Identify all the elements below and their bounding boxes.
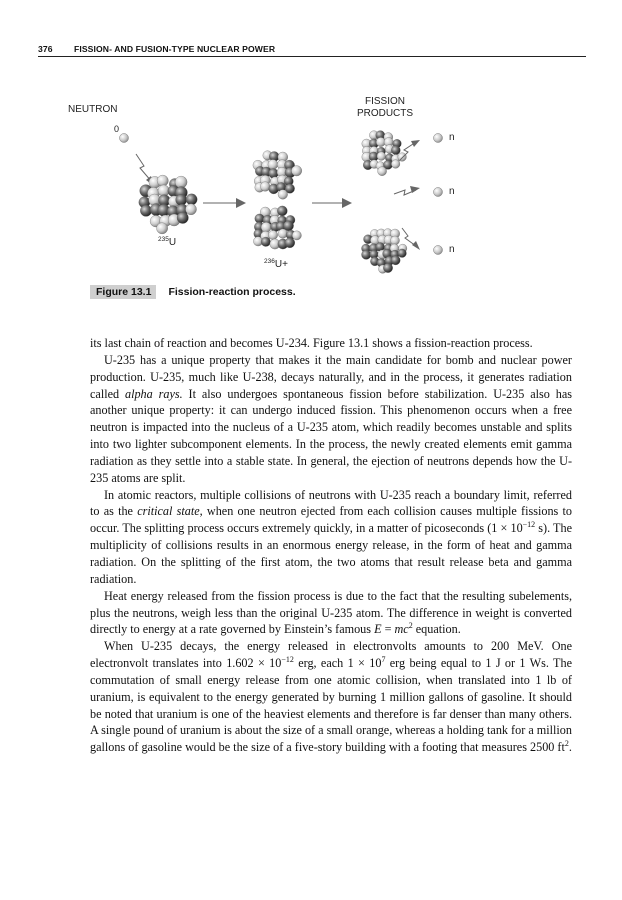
nucleon-particle	[269, 230, 278, 239]
nucleon-particle	[391, 146, 400, 155]
paragraph-1-text: its last chain of reaction and becomes U-234. Figure 13.1 shows a fission-reaction process.	[90, 336, 533, 350]
u235-nucleus	[139, 175, 197, 234]
p5-exponent-3: 2	[564, 739, 569, 749]
label-fission-products	[350, 96, 420, 120]
p4-eq-e: E	[374, 622, 382, 637]
nucleon-particle	[140, 205, 151, 216]
fission-product-lower	[362, 229, 407, 274]
p3-text-c: s). The multiplicity of collisions results in an enormous energy release, in the form of heat and gamma radiation. On the splitting of the first atom, the two atoms that result release beta and gamma radiation.	[90, 521, 573, 586]
nucleon-particle	[260, 182, 270, 192]
nucleon-particle	[277, 206, 287, 216]
u236-nucleus-upper	[253, 151, 302, 199]
p4-text-a: Heat energy released from the fission process is due to the fact that the resulting subelements, plus the neutrons, weigh less than the original U-235 atom. The difference in weight is converted directly to energy at a rate governed by Einstein’s famous	[90, 588, 572, 637]
page-number: 376	[38, 44, 53, 54]
p4-eq-sign: =	[381, 622, 395, 637]
nucleon-particle	[261, 237, 270, 246]
nucleon-particle	[383, 263, 392, 272]
label-u235-mass: 235	[158, 236, 169, 243]
caption-tag: Figure 13.1	[90, 285, 156, 299]
arrow-to-products	[312, 198, 352, 208]
label-u236	[264, 258, 288, 270]
paragraph-2	[90, 352, 572, 487]
fission-figure	[60, 86, 540, 286]
label-fission-line1: FISSION	[364, 96, 405, 107]
label-n-1: n	[449, 132, 455, 143]
figure-caption	[90, 282, 296, 298]
label-neutron-symbol: 0	[114, 124, 120, 134]
p5-exponent-1: −12	[281, 655, 294, 665]
nucleon-particle	[261, 222, 271, 232]
nucleon-particle	[177, 212, 188, 223]
p5-text-c: erg being equal to 1 J or 1 Ws. The commutation of small energy release from one atomic collision, when translated into 1 lb of uranium, is equivalent to the energy generated by burning 1 million gallons of gasoline. It should be noted that uranium is one of the heaviest elements and therefore is far denser than many others. A single pound of uranium is about the size of a small orange, whereas a holding tank for a million gallons of gasoline would be the size of a five-story building with a footing that measures 2500 ft	[90, 656, 572, 755]
label-u235-symbol: U	[168, 237, 177, 248]
neutron-particle	[120, 134, 129, 143]
p5-text-b: erg, each 1 × 10	[293, 656, 382, 671]
nucleon-particle	[278, 190, 288, 200]
p3-text-b: when one neutron ejected from each collision causes multiple fissions to occur. The splitting process occurs extremely quickly, in a matter of picoseconds (1 × 10	[90, 504, 573, 536]
nucleon-particle	[398, 153, 407, 162]
nucleon-particle	[378, 167, 387, 176]
paragraph-3	[90, 487, 572, 588]
arrow-to-u236	[203, 198, 246, 208]
label-n-3: n	[449, 244, 455, 255]
body-text	[90, 335, 572, 756]
nucleon-particle	[285, 238, 295, 248]
p5-text-d: .	[568, 740, 572, 755]
nucleon-particle	[175, 176, 187, 188]
header-rule	[38, 56, 586, 57]
paragraph-4	[90, 588, 572, 639]
p4-eq-exponent: 2	[408, 621, 413, 631]
paragraph-1	[90, 335, 572, 352]
nucleon-particle	[391, 236, 400, 245]
nucleon-particle	[391, 160, 400, 169]
emitted-neutrons	[434, 134, 443, 255]
nucleon-particle	[377, 152, 386, 161]
u236-nucleus-lower	[253, 206, 301, 249]
label-fission-line2: PRODUCTS	[356, 108, 414, 119]
label-n-2: n	[449, 186, 455, 197]
fission-product-upper	[362, 131, 407, 176]
p4-text-b: equation.	[412, 622, 461, 637]
nucleon-particle	[157, 223, 168, 234]
p5-text-a: When U-235 decays, the energy released in electronvolts amounts to 200 MeV. One electronvolt translates into 1.602 × 10	[90, 639, 572, 671]
label-u236-mass: 236	[264, 258, 275, 265]
nucleon-particle	[176, 194, 187, 205]
nucleon-particle	[362, 250, 371, 259]
p2-term-alpha-rays: alpha rays.	[124, 386, 183, 401]
p3-term-critical-state: critical state,	[137, 504, 203, 519]
nucleon-particle	[186, 204, 197, 215]
p2-text-b: It also undergoes spontaneous fission before stabilization. U-235 also has another unique property: it can undergo induced fission. This phenomenon occurs when a free neutron is impacted into the nucleus of a U-235 atom, which readily becomes unstable and splits into two lighter subcomponent elements. In the process, the newly created elements emit gamma radiation as they settle into a stable state. In general, the ejection of neutrons depends how the U-235 atoms are split.	[90, 386, 572, 485]
running-title: FISSION- AND FUSION-TYPE NUCLEAR POWER	[74, 44, 276, 54]
nucleon-particle	[269, 169, 279, 179]
label-u235	[158, 236, 176, 248]
nucleon-particle	[391, 256, 400, 265]
p5-exponent-2: 7	[381, 655, 386, 665]
nucleon-particle	[157, 175, 168, 186]
nucleon-particle	[292, 231, 301, 240]
p4-eq-mc: mc	[394, 622, 409, 637]
nucleon-particle	[186, 194, 197, 205]
label-u236-symbol: U+	[274, 259, 288, 270]
fission-diagram	[60, 86, 540, 286]
p3-exponent: −12	[522, 520, 536, 530]
p3-text-a: In atomic reactors, multiple collisions of neutrons with U-235 reach a boundary limit, referred to as the	[90, 487, 572, 519]
caption-title: Fission-reaction process.	[168, 286, 296, 298]
label-neutron: NEUTRON	[68, 104, 118, 115]
nucleon-particle	[398, 249, 407, 258]
nucleon-particle	[291, 166, 301, 176]
p2-text-a: U-235 has a unique property that makes it the main candidate for bomb and nuclear power production. U-235, much like U-238, decays naturally, and in the process, it generates radiation called	[90, 352, 572, 401]
paragraph-5	[90, 638, 572, 756]
